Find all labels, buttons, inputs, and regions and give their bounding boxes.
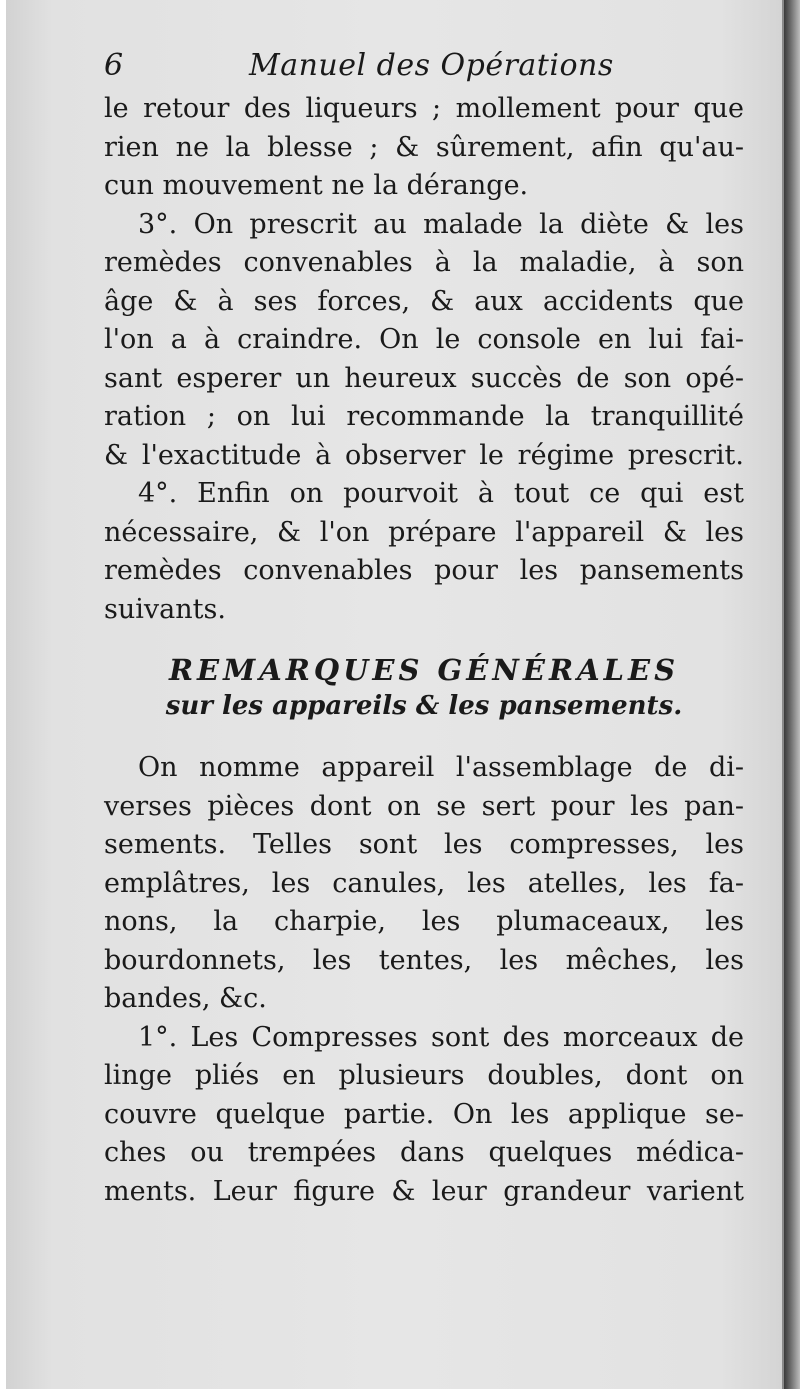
text-line: emplâtres, les canules, les atelles, les fa- (104, 867, 744, 899)
text-line: le retour des liqueurs ; mollement pour que (104, 93, 744, 124)
text-line: nons, la charpie, les plumaceaux, les (104, 906, 744, 937)
page-text (104, 44, 744, 1211)
page-number: 6 (104, 48, 124, 83)
text-line: On nomme appareil l'assemblage de di- (138, 752, 744, 783)
text-line: ration ; on lui recommande la tranquillité (104, 401, 744, 432)
text-line: linge pliés en plusieurs doubles, dont on (104, 1060, 744, 1091)
text-line: ches ou trempées dans quelques médica- (104, 1137, 744, 1168)
text-line: nécessaire, & l'on prépare l'appareil & les (104, 516, 744, 548)
text-line: âge & à ses forces, & aux accidents que (104, 285, 744, 317)
text-line: couvre quelque partie. On les applique se- (104, 1098, 744, 1130)
section-subtitle: sur les appareils & les pansements. (165, 691, 683, 721)
text-line: 1°. Les Compresses sont des morceaux de (138, 1021, 744, 1053)
section-title: REMARQUES GÉNÉRALES (168, 653, 680, 687)
text-line: remèdes convenables à la maladie, à son (104, 247, 744, 278)
page-header (104, 44, 744, 90)
text-line: sant esperer un heureux succès de son opé- (104, 362, 744, 394)
text-line: suivants. (104, 593, 226, 625)
text-line: remèdes convenables pour les pansements (104, 555, 744, 586)
text-block-top (104, 90, 744, 629)
text-line: ments. Leur figure & leur grandeur varient (104, 1175, 744, 1207)
text-line: rien ne la blesse ; & sûrement, afin qu'au- (104, 131, 744, 163)
running-title: Manuel des Opérations (249, 48, 614, 83)
text-line: 4°. Enfin on pourvoit à tout ce qui est (138, 478, 744, 509)
text-line: verses pièces dont on se sert pour les pan- (104, 790, 744, 822)
text-line: & l'exactitude à observer le régime prescrit. (104, 439, 744, 471)
text-line: 3°. On prescrit au malade la diète & les (138, 208, 744, 240)
text-line: sements. Telles sont les compresses, les (104, 829, 744, 860)
text-block-bottom (104, 749, 744, 1211)
text-line: cun mouvement ne la dérange. (104, 170, 529, 201)
text-line: l'on a à craindre. On le console en lui fai- (104, 324, 744, 355)
text-line: bourdonnets, les tentes, les mêches, les (104, 944, 744, 976)
text-line: bandes, &c. (104, 983, 267, 1014)
book-page (6, 0, 784, 1389)
